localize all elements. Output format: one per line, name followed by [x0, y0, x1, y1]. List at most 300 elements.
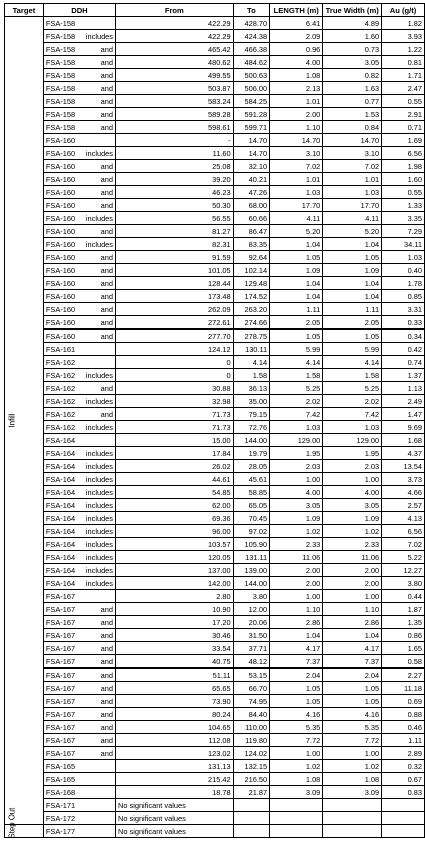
hole-id-cell: FSA-158: [43, 30, 81, 43]
au-cell: 4.13: [382, 512, 425, 525]
length-cell: 1.04: [270, 290, 323, 303]
qualifier-cell: and: [81, 329, 115, 343]
to-cell: 70.45: [233, 512, 270, 525]
table-row: [5, 199, 425, 212]
hole-id-cell: FSA-164: [43, 538, 81, 551]
length-cell: 2.33: [270, 538, 323, 551]
table-row: [5, 447, 425, 460]
true-width-cell: 2.05: [323, 316, 382, 330]
to-cell: 36.13: [233, 382, 270, 395]
qualifier-cell: includes: [81, 564, 115, 577]
length-cell: 1.05: [270, 695, 323, 708]
true-width-cell: 1.00: [323, 747, 382, 760]
table-row: [5, 460, 425, 473]
to-cell: 124.02: [233, 747, 270, 760]
qualifier-cell: includes: [81, 460, 115, 473]
hole-id-cell: FSA-167: [43, 642, 81, 655]
length-cell: 1.01: [270, 95, 323, 108]
to-cell: 466.38: [233, 43, 270, 56]
length-cell: 1.09: [270, 512, 323, 525]
au-cell: 1.69: [382, 134, 425, 147]
hole-id-cell: FSA-160: [43, 277, 81, 290]
true-width-cell: [323, 799, 382, 812]
qualifier-cell: and: [81, 264, 115, 277]
au-cell: 34.11: [382, 238, 425, 251]
au-cell: 13.54: [382, 460, 425, 473]
length-cell: 1.08: [270, 69, 323, 82]
length-cell: [270, 799, 323, 812]
qualifier-cell: includes: [81, 30, 115, 43]
qualifier-cell: [81, 356, 115, 369]
from-cell: 54.85: [116, 486, 234, 499]
hole-id-cell: FSA-160: [43, 212, 81, 225]
au-cell: 7.02: [382, 538, 425, 551]
length-cell: 1.02: [270, 760, 323, 773]
length-cell: 1.04: [270, 238, 323, 251]
true-width-cell: 7.37: [323, 655, 382, 669]
qualifier-cell: and: [81, 721, 115, 734]
to-cell: 14.70: [233, 147, 270, 160]
header-row: [5, 4, 425, 17]
from-cell: 80.24: [116, 708, 234, 721]
au-cell: 0.33: [382, 316, 425, 330]
au-cell: 6.56: [382, 147, 425, 160]
to-cell: 506.00: [233, 82, 270, 95]
true-width-cell: 1.10: [323, 603, 382, 616]
qualifier-cell: includes: [81, 147, 115, 160]
hole-id-cell: FSA-158: [43, 108, 81, 121]
au-cell: 3.73: [382, 473, 425, 486]
from-cell: 10.90: [116, 603, 234, 616]
qualifier-cell: [81, 17, 115, 30]
to-cell: 424.38: [233, 30, 270, 43]
hole-id-cell: FSA-168: [43, 786, 81, 799]
au-cell: 3.80: [382, 577, 425, 590]
hole-id-cell: FSA-164: [43, 460, 81, 473]
table-row: [5, 668, 425, 682]
qualifier-cell: includes: [81, 473, 115, 486]
true-width-cell: 7.02: [323, 160, 382, 173]
table-row: [5, 538, 425, 551]
to-cell: 35.00: [233, 395, 270, 408]
table-row: [5, 734, 425, 747]
length-cell: 1.10: [270, 121, 323, 134]
hole-id-cell: FSA-164: [43, 577, 81, 590]
from-cell: 30.88: [116, 382, 234, 395]
qualifier-cell: and: [81, 695, 115, 708]
hole-id-cell: FSA-160: [43, 303, 81, 316]
from-cell: 120.05: [116, 551, 234, 564]
to-cell: 45.61: [233, 473, 270, 486]
length-cell: 5.20: [270, 225, 323, 238]
table-row: [5, 17, 425, 30]
table-row: [5, 316, 425, 330]
length-cell: [270, 812, 323, 825]
from-cell: 499.55: [116, 69, 234, 82]
qualifier-cell: includes: [81, 512, 115, 525]
true-width-cell: 1.04: [323, 629, 382, 642]
from-cell: 583.24: [116, 95, 234, 108]
length-cell: 11.06: [270, 551, 323, 564]
qualifier-cell: and: [81, 616, 115, 629]
table-row: [5, 160, 425, 173]
from-cell: 272.61: [116, 316, 234, 330]
au-cell: 0.46: [382, 721, 425, 734]
au-cell: 6.56: [382, 525, 425, 538]
au-cell: 0.88: [382, 708, 425, 721]
from-cell: 56.55: [116, 212, 234, 225]
hole-id-cell: FSA-164: [43, 473, 81, 486]
length-cell: 2.02: [270, 395, 323, 408]
table-row: [5, 799, 425, 812]
au-cell: 1.35: [382, 616, 425, 629]
table-row: [5, 43, 425, 56]
to-cell: [233, 812, 270, 825]
from-cell: 137.00: [116, 564, 234, 577]
length-cell: 7.72: [270, 734, 323, 747]
qualifier-cell: and: [81, 382, 115, 395]
length-cell: 2.04: [270, 668, 323, 682]
to-cell: 591.28: [233, 108, 270, 121]
length-cell: 2.13: [270, 82, 323, 95]
length-cell: 2.03: [270, 460, 323, 473]
true-width-cell: 4.11: [323, 212, 382, 225]
table-row: [5, 629, 425, 642]
qualifier-cell: includes: [81, 499, 115, 512]
from-cell: 62.00: [116, 499, 234, 512]
from-cell: 104.65: [116, 721, 234, 734]
table-row: [5, 382, 425, 395]
to-cell: 144.00: [233, 434, 270, 447]
length-cell: 7.42: [270, 408, 323, 421]
from-cell: 11.60: [116, 147, 234, 160]
table-row: [5, 603, 425, 616]
true-width-cell: 4.89: [323, 17, 382, 30]
length-cell: 1.11: [270, 303, 323, 316]
au-cell: 0.34: [382, 329, 425, 343]
hole-id-cell: FSA-164: [43, 447, 81, 460]
qualifier-cell: and: [81, 82, 115, 95]
to-cell: 119.80: [233, 734, 270, 747]
qualifier-cell: [81, 760, 115, 773]
to-cell: 58.85: [233, 486, 270, 499]
hole-id-cell: FSA-160: [43, 160, 81, 173]
true-width-cell: 0.84: [323, 121, 382, 134]
true-width-cell: 3.05: [323, 499, 382, 512]
true-width-cell: 3.10: [323, 147, 382, 160]
length-cell: 1.04: [270, 629, 323, 642]
hole-id-cell: FSA-167: [43, 721, 81, 734]
to-cell: 14.70: [233, 134, 270, 147]
qualifier-cell: includes: [81, 212, 115, 225]
from-cell: 15.00: [116, 434, 234, 447]
true-width-cell: 2.02: [323, 395, 382, 408]
true-width-cell: 3.05: [323, 56, 382, 69]
hole-id-cell: FSA-167: [43, 682, 81, 695]
au-cell: 7.29: [382, 225, 425, 238]
au-cell: 2.91: [382, 108, 425, 121]
target-group-cell: [5, 807, 44, 838]
true-width-cell: 5.25: [323, 382, 382, 395]
to-cell: 60.66: [233, 212, 270, 225]
true-width-cell: 1.00: [323, 590, 382, 603]
table-row: [5, 499, 425, 512]
true-width-cell: 1.03: [323, 186, 382, 199]
drill-results-table: [4, 3, 425, 838]
qualifier-cell: and: [81, 316, 115, 330]
true-width-cell: 5.20: [323, 225, 382, 238]
qualifier-cell: and: [81, 747, 115, 760]
true-width-cell: [323, 812, 382, 825]
to-cell: 19.79: [233, 447, 270, 460]
from-cell: 128.44: [116, 277, 234, 290]
hole-id-cell: FSA-160: [43, 173, 81, 186]
length-cell: 3.09: [270, 786, 323, 799]
hole-id-cell: FSA-165: [43, 760, 81, 773]
qualifier-cell: includes: [81, 525, 115, 538]
length-cell: 2.00: [270, 577, 323, 590]
to-cell: 274.66: [233, 316, 270, 330]
au-cell: [382, 825, 425, 838]
true-width-cell: 1.04: [323, 290, 382, 303]
table-row: [5, 747, 425, 760]
to-cell: 32.10: [233, 160, 270, 173]
length-cell: 4.14: [270, 356, 323, 369]
true-width-cell: 4.00: [323, 486, 382, 499]
true-width-cell: 0.73: [323, 43, 382, 56]
table-row: [5, 95, 425, 108]
to-cell: 144.00: [233, 577, 270, 590]
qualifier-cell: includes: [81, 238, 115, 251]
hole-id-cell: FSA-158: [43, 82, 81, 95]
to-cell: 139.00: [233, 564, 270, 577]
length-cell: 1.58: [270, 369, 323, 382]
table-row: [5, 290, 425, 303]
qualifier-cell: [81, 590, 115, 603]
true-width-cell: 1.58: [323, 369, 382, 382]
to-cell: 92.64: [233, 251, 270, 264]
au-cell: 2.27: [382, 668, 425, 682]
from-cell: 26.02: [116, 460, 234, 473]
hole-id-cell: FSA-160: [43, 264, 81, 277]
au-cell: 2.89: [382, 747, 425, 760]
length-cell: 2.00: [270, 108, 323, 121]
hole-id-cell: FSA-160: [43, 147, 81, 160]
from-cell: 0: [116, 369, 234, 382]
length-cell: 1.05: [270, 682, 323, 695]
au-cell: 1.13: [382, 382, 425, 395]
from-cell: 262.09: [116, 303, 234, 316]
table-row: [5, 682, 425, 695]
length-cell: 3.10: [270, 147, 323, 160]
true-width-cell: 1.00: [323, 473, 382, 486]
header-from: From: [116, 4, 234, 17]
from-cell: 17.84: [116, 447, 234, 460]
hole-id-cell: FSA-165: [43, 773, 81, 786]
au-cell: 2.57: [382, 499, 425, 512]
au-cell: 0.67: [382, 773, 425, 786]
to-cell: 48.12: [233, 655, 270, 669]
to-cell: 86.47: [233, 225, 270, 238]
to-cell: 428.70: [233, 17, 270, 30]
length-cell: 1.03: [270, 186, 323, 199]
from-cell: 73.90: [116, 695, 234, 708]
from-cell: 2.80: [116, 590, 234, 603]
au-cell: 0.69: [382, 695, 425, 708]
qualifier-cell: and: [81, 95, 115, 108]
qualifier-cell: and: [81, 668, 115, 682]
qualifier-cell: and: [81, 642, 115, 655]
header-au: Au (g/t): [382, 4, 425, 17]
table-row: [5, 277, 425, 290]
au-cell: 1.33: [382, 199, 425, 212]
table-row: [5, 616, 425, 629]
hole-id-cell: FSA-164: [43, 512, 81, 525]
from-cell: 32.98: [116, 395, 234, 408]
to-cell: 84.40: [233, 708, 270, 721]
table-row: [5, 343, 425, 356]
header-length: LENGTH (m): [270, 4, 323, 17]
from-cell: 422.29: [116, 17, 234, 30]
hole-id-cell: FSA-164: [43, 434, 81, 447]
from-cell: 17.20: [116, 616, 234, 629]
qualifier-cell: [81, 786, 115, 799]
from-cell: 598.61: [116, 121, 234, 134]
hole-id-cell: FSA-158: [43, 95, 81, 108]
au-cell: 0.71: [382, 121, 425, 134]
qualifier-cell: includes: [81, 421, 115, 434]
length-cell: 1.03: [270, 421, 323, 434]
true-width-cell: 1.05: [323, 329, 382, 343]
length-cell: 5.35: [270, 721, 323, 734]
length-cell: 4.17: [270, 642, 323, 655]
au-cell: 2.49: [382, 395, 425, 408]
au-cell: 0.40: [382, 264, 425, 277]
au-cell: 0.83: [382, 786, 425, 799]
to-cell: 278.75: [233, 329, 270, 343]
true-width-cell: 7.72: [323, 734, 382, 747]
qualifier-cell: includes: [81, 538, 115, 551]
table-row: [5, 655, 425, 669]
au-cell: 0.85: [382, 290, 425, 303]
no-significant-values-cell: No significant values: [116, 799, 234, 812]
from-cell: 0: [116, 356, 234, 369]
to-cell: 102.14: [233, 264, 270, 277]
to-cell: 1.58: [233, 369, 270, 382]
qualifier-cell: includes: [81, 369, 115, 382]
length-cell: 2.09: [270, 30, 323, 43]
au-cell: 5.22: [382, 551, 425, 564]
length-cell: 1.02: [270, 525, 323, 538]
qualifier-cell: includes: [81, 551, 115, 564]
length-cell: 1.00: [270, 473, 323, 486]
table-row: [5, 825, 425, 838]
hole-id-cell: FSA-164: [43, 564, 81, 577]
from-cell: 71.73: [116, 421, 234, 434]
hole-id-cell: FSA-167: [43, 655, 81, 669]
hole-id-cell: FSA-162: [43, 421, 81, 434]
length-cell: [270, 825, 323, 838]
qualifier-cell: [81, 825, 115, 838]
hole-id-cell: FSA-167: [43, 603, 81, 616]
table-row: [5, 642, 425, 655]
from-cell: 123.02: [116, 747, 234, 760]
table-row: [5, 238, 425, 251]
qualifier-cell: and: [81, 277, 115, 290]
hole-id-cell: FSA-158: [43, 69, 81, 82]
table-row: [5, 251, 425, 264]
length-cell: 4.11: [270, 212, 323, 225]
qualifier-cell: [81, 134, 115, 147]
true-width-cell: 1.08: [323, 773, 382, 786]
qualifier-cell: [81, 343, 115, 356]
hole-id-cell: FSA-167: [43, 590, 81, 603]
au-cell: 4.37: [382, 447, 425, 460]
hole-id-cell: FSA-167: [43, 747, 81, 760]
true-width-cell: 1.95: [323, 447, 382, 460]
hole-id-cell: FSA-162: [43, 356, 81, 369]
from-cell: -: [116, 134, 234, 147]
to-cell: 174.52: [233, 290, 270, 303]
true-width-cell: 1.09: [323, 512, 382, 525]
table-row: [5, 134, 425, 147]
table-row: [5, 812, 425, 825]
hole-id-cell: FSA-158: [43, 56, 81, 69]
true-width-cell: 1.05: [323, 251, 382, 264]
to-cell: 129.48: [233, 277, 270, 290]
table-row: [5, 512, 425, 525]
true-width-cell: 5.35: [323, 721, 382, 734]
true-width-cell: 2.86: [323, 616, 382, 629]
length-cell: 1.05: [270, 251, 323, 264]
header-target: Target: [5, 4, 44, 17]
length-cell: 5.99: [270, 343, 323, 356]
length-cell: 2.86: [270, 616, 323, 629]
au-cell: 0.44: [382, 590, 425, 603]
to-cell: 97.02: [233, 525, 270, 538]
true-width-cell: 2.00: [323, 577, 382, 590]
hole-id-cell: FSA-160: [43, 225, 81, 238]
qualifier-cell: and: [81, 121, 115, 134]
to-cell: 21.87: [233, 786, 270, 799]
table-row: [5, 30, 425, 43]
qualifier-cell: [81, 773, 115, 786]
from-cell: 277.70: [116, 329, 234, 343]
au-cell: 3.35: [382, 212, 425, 225]
hole-id-cell: FSA-162: [43, 395, 81, 408]
table-row: [5, 225, 425, 238]
hole-id-cell: FSA-164: [43, 525, 81, 538]
qualifier-cell: and: [81, 629, 115, 642]
to-cell: 105.90: [233, 538, 270, 551]
hole-id-cell: FSA-160: [43, 238, 81, 251]
length-cell: 1.00: [270, 590, 323, 603]
table-row: [5, 395, 425, 408]
table-row: [5, 108, 425, 121]
table-row: [5, 564, 425, 577]
length-cell: 1.10: [270, 603, 323, 616]
qualifier-cell: and: [81, 251, 115, 264]
true-width-cell: 5.99: [323, 343, 382, 356]
table-row: [5, 369, 425, 382]
hole-id-cell: FSA-158: [43, 17, 81, 30]
qualifier-cell: and: [81, 655, 115, 669]
from-cell: 465.42: [116, 43, 234, 56]
hole-id-cell: FSA-172: [43, 812, 81, 825]
to-cell: 500.63: [233, 69, 270, 82]
au-cell: 1.82: [382, 17, 425, 30]
qualifier-cell: and: [81, 290, 115, 303]
